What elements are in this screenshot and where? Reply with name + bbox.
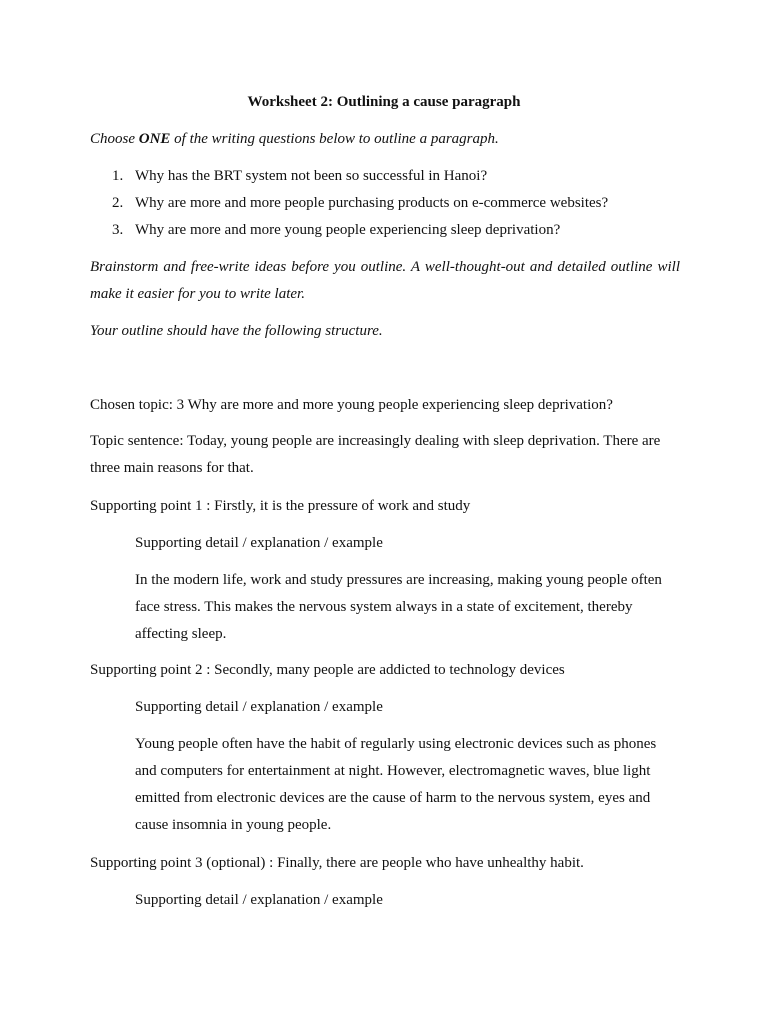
chosen-topic: Chosen topic: 3 Why are more and more young people experiencing sleep deprivation?: [90, 397, 613, 413]
topic-sentence: Topic sentence: Today, young people are increasingly dealing with sleep deprivation. There are three main reasons for that.: [90, 433, 661, 476]
question-number: 3.: [112, 222, 124, 238]
supporting-point-2: Supporting point 2 : Secondly, many people are addicted to technology devices: [90, 662, 565, 678]
supporting-detail-text: Young people often have the habit of regularly using electronic devices such as phones and computers for entertainment at night. However, electromagnetic waves, blue light emitted from electronic devices are the cause of harm to the nervous system, eyes and cause insomnia in young people.: [135, 736, 657, 833]
instruction-pre: Choose: [90, 131, 139, 147]
supporting-detail-label: Supporting detail / explanation / example: [135, 699, 383, 715]
question-text: Why are more and more people purchasing products on e-commerce websites?: [135, 195, 609, 211]
question-number: 2.: [112, 195, 124, 211]
question-text: Why are more and more young people experiencing sleep deprivation?: [135, 222, 561, 238]
supporting-detail-label: Supporting detail / explanation / example: [135, 892, 383, 908]
question-text: Why has the BRT system not been so successful in Hanoi?: [135, 168, 488, 184]
supporting-detail-label: Supporting detail / explanation / example: [135, 535, 383, 551]
worksheet-title: Worksheet 2: Outlining a cause paragraph: [247, 94, 521, 110]
supporting-point-3: Supporting point 3 (optional) : Finally, there are people who have unhealthy habit.: [90, 855, 584, 871]
instruction-bold: ONE: [138, 131, 171, 147]
supporting-point-1: Supporting point 1 : Firstly, it is the pressure of work and study: [90, 498, 471, 514]
structure-note: Your outline should have the following structure.: [90, 323, 383, 339]
supporting-detail-text: In the modern life, work and study pressures are increasing, making young people often face stress. This makes the nervous system always in a state of excitement, thereby affecting sleep.: [135, 572, 662, 642]
instruction-post: of the writing questions below to outline a paragraph.: [170, 131, 499, 147]
instruction-line: [90, 130, 499, 148]
question-number: 1.: [112, 168, 124, 184]
brainstorm-paragraph: Brainstorm and free-write ideas before you outline. A well-thought-out and detailed outline will make it easier for you to write later.: [90, 259, 680, 302]
